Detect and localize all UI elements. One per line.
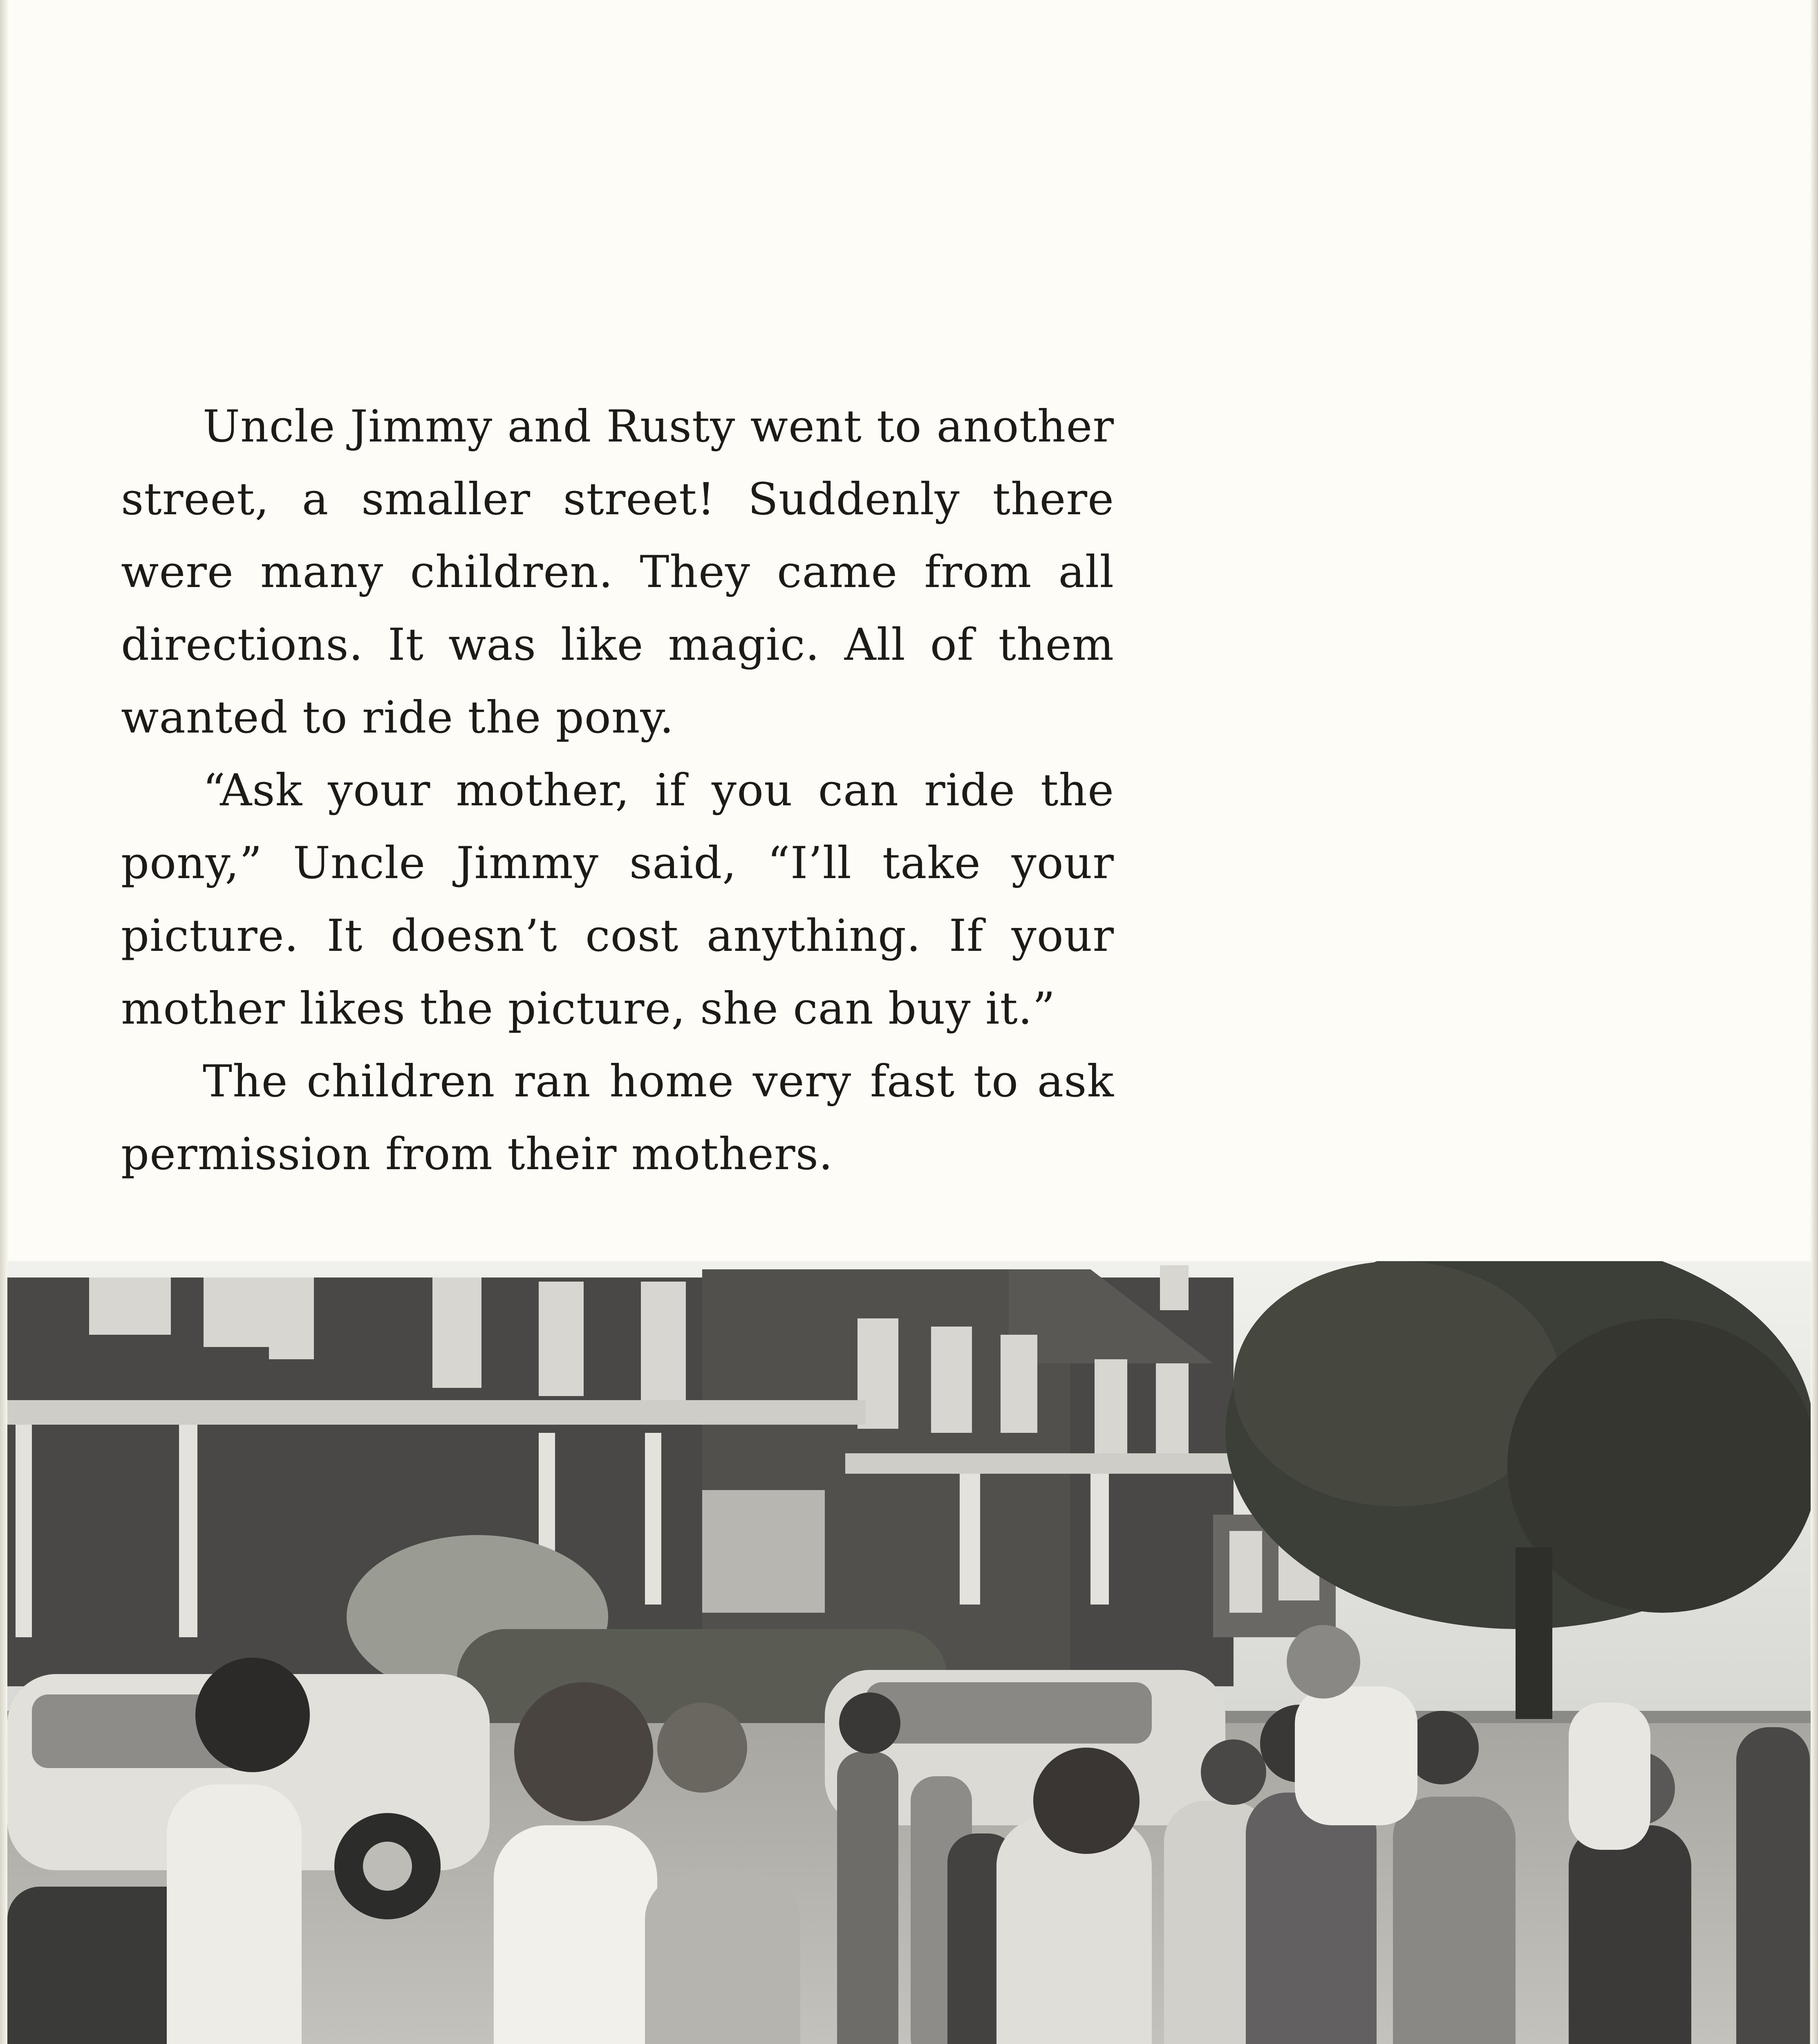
houses	[7, 1265, 1336, 1686]
street-photo	[7, 1261, 1811, 2044]
story-paragraph-1: Uncle Jimmy and Rusty went to another street, a smaller street! Suddenly there were many children. They came from all directions. It was like magic. All of them wanted to ride the pony.	[121, 401, 1114, 743]
page-edge-right	[1810, 0, 1818, 2044]
story-text	[121, 390, 1114, 1191]
story-paragraph-3: The children ran home very fast to ask permission from their mothers.	[121, 1056, 1114, 1180]
story-paragraph-2: “Ask your mother, if you can ride the pony,” Uncle Jimmy said, “I’ll take your picture. It doesn’t cost anything. If your mother likes the picture, she can buy it.”	[121, 765, 1114, 1034]
